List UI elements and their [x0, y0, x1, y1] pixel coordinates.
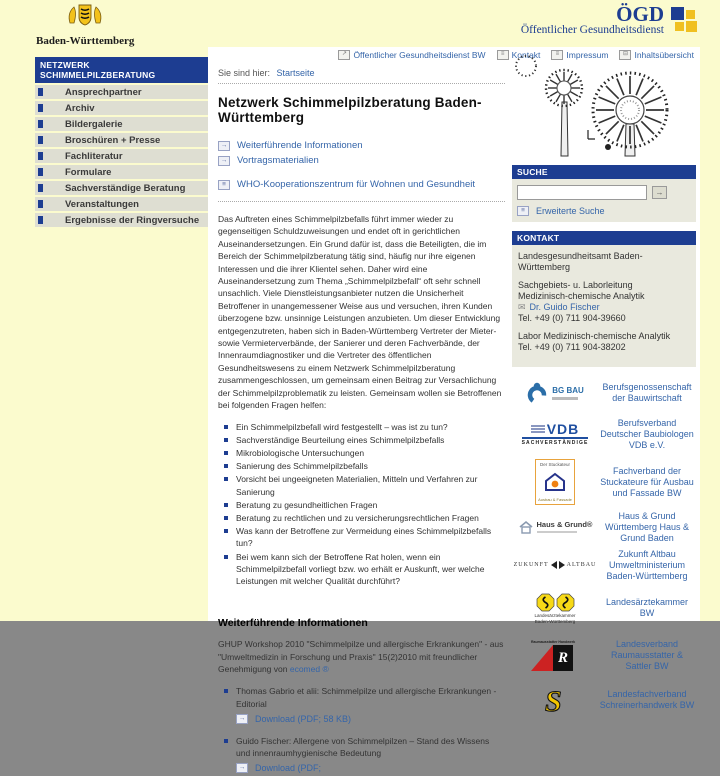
- sidebar-item-sachverstaendige-beratung[interactable]: [35, 181, 208, 195]
- publication-title: Thomas Gabrio et alii: Schimmelpilze und allergische Erkrankungen - Editorial: [236, 686, 497, 709]
- partner-link-laek[interactable]: Landesärztekammer BW: [605, 597, 689, 619]
- zukunft-text: ZUKUNFT: [513, 562, 549, 569]
- partner-link-raumausstatter[interactable]: Landesverband Raumausstatter & Sattler BW: [610, 638, 684, 671]
- vdb-logo-text: VDB: [546, 420, 580, 437]
- hausgrund-logo-text: Haus & Grund®: [536, 520, 593, 530]
- search-input[interactable]: [517, 185, 647, 200]
- bullet-icon: [38, 216, 43, 224]
- hausgrund-logo: [512, 520, 598, 534]
- search-body: [512, 179, 696, 222]
- bullet-icon: [38, 88, 43, 96]
- advanced-search-row[interactable]: [517, 206, 691, 216]
- mold-illustration: [512, 62, 698, 156]
- laek-logo-icon[interactable]: [534, 593, 575, 624]
- download-row[interactable]: [236, 713, 505, 725]
- nav-link-label: Impressum: [566, 49, 609, 60]
- contact-lab-line: Labor Medizinisch-chemische Analytik: [518, 330, 671, 341]
- schreiner-logo: [512, 684, 598, 719]
- partner-laek: [512, 586, 698, 630]
- partner-link-zukunft-altbau[interactable]: Zukunft Altbau Umweltministerium Baden-Württemberg: [606, 548, 688, 581]
- download-icon: →: [236, 763, 248, 773]
- sitemap-icon: ⊟: [619, 50, 631, 60]
- question-item: Was kann der Betroffene zur Vermeidung eines Schimmelpilzbefalls tun?: [224, 525, 505, 549]
- baden-wuerttemberg-logo[interactable]: [36, 3, 134, 47]
- breadcrumb: [218, 68, 505, 78]
- publication-list: [218, 685, 505, 774]
- sidebar-item-formulare[interactable]: [35, 165, 208, 179]
- ogd-subtitle: Öffentlicher Gesundheitsdienst: [520, 24, 664, 36]
- sidebar-nav: [35, 57, 208, 227]
- svg-text:S: S: [545, 685, 562, 719]
- question-item: Sachverständige Beurteilung eines Schimmelpilzbefalls: [224, 434, 505, 446]
- house-icon: [518, 520, 534, 534]
- raumausstatter-logo: [512, 640, 598, 671]
- advanced-search-link[interactable]: Erweiterte Suche: [536, 206, 605, 216]
- partner-link-hausgrund[interactable]: Haus & Grund Württemberg Haus & Grund Baden: [604, 510, 690, 543]
- stuckateur-logo: [512, 459, 598, 505]
- ogd-squares-icon: [671, 7, 698, 34]
- contact-dept: [518, 280, 690, 325]
- laek-logo-subtext: Baden-Württemberg: [534, 618, 576, 624]
- question-item: Beratung zu rechtlichen und zu versicherungsrechtlichen Fragen: [224, 512, 505, 524]
- ghup-text: GHUP Workshop 2010 "Schimmelpilze und allergische Erkrankungen" - aus "Umweltmedizin in Forschung und Praxis" 15(2)2010 mit freundlicher Genehmigung von: [218, 639, 504, 674]
- nav-link-kontakt[interactable]: [497, 50, 541, 60]
- vdb-logo: [512, 420, 598, 446]
- publication-item: [224, 685, 505, 725]
- partner-link-bgbau[interactable]: Berufsgenossenschaft der Bauwirtschaft: [602, 382, 692, 404]
- stuckateur-logo-subtext: Ausbau & Fassade: [538, 497, 572, 503]
- octagon-seal-icon: [536, 593, 555, 612]
- bullet-icon: [38, 120, 43, 128]
- main-content: [218, 62, 505, 776]
- external-link-icon: ↗: [338, 50, 350, 60]
- contact-dept-line: Sachgebiets- u. Laborleitung: [518, 279, 633, 290]
- bgbau-logo: [512, 382, 598, 404]
- altbau-text: ALTBAU: [566, 562, 597, 569]
- section-title: Weiterführende Informationen: [218, 617, 368, 630]
- question-item: Ein Schimmelpilzbefall wird festgestellt – was ist zu tun?: [224, 421, 505, 433]
- butterfly-icon: [559, 561, 565, 569]
- nav-link-oegd-bw[interactable]: [338, 50, 485, 60]
- ghup-paragraph: [218, 638, 505, 675]
- ogd-acronym: ÖGD: [616, 2, 664, 26]
- question-item: Beratung zu gesundheitlichen Fragen: [224, 499, 505, 511]
- utility-nav: [208, 47, 700, 62]
- sidebar-title: NETZWERK SCHIMMELPILZBERATUNG: [35, 57, 208, 83]
- partner-zukunft-altbau: [512, 548, 698, 582]
- bullet-icon: [38, 168, 43, 176]
- bgbau-figure-icon: [526, 382, 548, 404]
- sidebar-item-fachliteratur[interactable]: [35, 149, 208, 163]
- ogd-logo-text: [520, 2, 664, 36]
- bullet-icon: [38, 152, 43, 160]
- search-box-title: SUCHE: [512, 165, 696, 179]
- hausgrund-logo-subline: [537, 531, 577, 533]
- bw-coat-of-arms-icon: [65, 3, 105, 29]
- sidebar-item-label: Sachverständige Beratung: [65, 182, 186, 194]
- bgbau-logo-subline: [552, 397, 578, 400]
- sidebar-item-label: Formulare: [65, 166, 112, 178]
- contact-org: Landesgesundheitsamt Baden-Württemberg: [518, 251, 643, 273]
- partner-schreiner: [512, 680, 698, 720]
- top-link-label[interactable]: WHO-Kooperationszentrum für Wohnen und Gesundheit: [237, 179, 475, 190]
- sidebar-item-label: Fachliteratur: [65, 150, 123, 162]
- contact-phone: Tel. +49 (0) 711 904-38202: [518, 342, 626, 353]
- masthead: [0, 0, 720, 47]
- partner-vdb: [512, 414, 698, 454]
- contact-body: [512, 245, 696, 367]
- top-link-label[interactable]: Vortragsmaterialien: [237, 155, 319, 166]
- mold-drawing-icon: [512, 62, 698, 156]
- download-icon: →: [236, 714, 248, 724]
- page-icon: ≡: [517, 206, 529, 216]
- right-column: [512, 62, 698, 724]
- contact-person-row[interactable]: [518, 302, 600, 312]
- raumausstatter-logo-icon[interactable]: [531, 640, 579, 671]
- download-row[interactable]: [236, 762, 505, 774]
- partner-raumausstatter: [512, 634, 698, 676]
- breadcrumb-link-startseite[interactable]: Startseite: [276, 68, 315, 78]
- breadcrumb-prefix: Sie sind hier:: [218, 68, 271, 78]
- nav-link-inhaltsuebersicht[interactable]: [619, 50, 694, 60]
- question-item: Bei wem kann sich der Betroffene Rat holen, wenn ein Schimmelpilzbefall vorliegt bzw. wo erhält er Auskunft, wer welche Leistungen mit welcher Qualität durchführt?: [224, 551, 505, 588]
- sidebar-item-label: Ansprechpartner: [65, 86, 142, 98]
- zukunft-altbau-logo-icon[interactable]: [514, 561, 597, 569]
- zukunft-altbau-logo: [512, 561, 598, 569]
- link-vortragsmaterialien[interactable]: [218, 155, 505, 166]
- octagon-seal-icon: [556, 593, 575, 612]
- question-item: Sanierung des Schimmelpilzbefalls: [224, 460, 505, 472]
- hausgrund-logo-icon[interactable]: [518, 520, 593, 534]
- bullet-icon: [38, 200, 43, 208]
- schreiner-s-icon[interactable]: [538, 684, 572, 719]
- page-icon: ≡: [551, 50, 563, 60]
- laek-logo: [512, 593, 598, 624]
- sidebar-item-label: Bildergalerie: [65, 118, 123, 130]
- raumausstatter-logo-text: Raumausstatter Handwerk: [531, 639, 576, 644]
- r-block-icon: R: [553, 645, 573, 671]
- laek-logo-text: Landesärztekammer: [534, 612, 576, 618]
- sidebar-item-ansprechpartner[interactable]: [35, 85, 208, 99]
- partner-bgbau: [512, 376, 698, 410]
- stuckateur-logo-text: Der Stuckateur: [539, 462, 570, 468]
- stuckateur-logo-icon[interactable]: [535, 459, 575, 505]
- arrow-link-icon: →: [218, 156, 230, 166]
- vdb-micro-text: [531, 425, 545, 433]
- partner-hausgrund: [512, 510, 698, 544]
- sidebar-item-archiv[interactable]: [35, 101, 208, 115]
- contact-dept-line: Medizinisch-chemische Analytik: [518, 290, 645, 301]
- bullet-icon: [38, 184, 43, 192]
- publication-title: Guido Fischer: Allergene von Schimmelpilzen – Stand des Wissens und innenraumhygienische Bedeutung: [236, 735, 490, 759]
- nav-link-label: Kontakt: [511, 49, 541, 60]
- sidebar-item-label: Archiv: [65, 102, 95, 114]
- ecomed-link[interactable]: ecomed ®: [289, 663, 329, 674]
- contact-box: [512, 231, 696, 367]
- contact-lab: [518, 331, 690, 354]
- publication-item: [224, 735, 505, 775]
- sidebar-item-veranstaltungen[interactable]: [35, 197, 208, 211]
- ogd-logo[interactable]: [520, 2, 698, 36]
- bullet-icon: [38, 136, 43, 144]
- sidebar-item-label: Veranstaltungen: [65, 198, 139, 210]
- search-box: [512, 165, 696, 222]
- partner-link-schreiner[interactable]: Landesfachverband Schreinerhandwerk BW: [599, 689, 695, 711]
- red-triangle-icon: [531, 645, 553, 671]
- mail-icon: ✉: [518, 302, 526, 313]
- link-weiterfuehrende-informationen[interactable]: [218, 140, 505, 151]
- contact-person-link[interactable]: Dr. Guido Fischer: [529, 302, 600, 313]
- question-item: Vorsicht bei ungeeigneten Materialien, Mitteln und Verfahren zur Sanierung: [224, 473, 505, 497]
- page-icon: ≡: [218, 180, 230, 190]
- download-link[interactable]: Download (PDF;: [255, 763, 322, 774]
- link-who-kooperationszentrum[interactable]: [218, 179, 505, 190]
- sidebar-item-label: Broschüren + Presse: [65, 134, 161, 146]
- question-list: [218, 421, 505, 588]
- divider: [218, 201, 505, 202]
- partner-link-vdb[interactable]: Berufsverband Deutscher Baubiologen VDB e.V.: [600, 417, 694, 450]
- bullet-icon: [38, 104, 43, 112]
- nav-link-label: Öffentlicher Gesundheitsdienst BW: [353, 49, 486, 60]
- partner-list: [512, 376, 698, 720]
- divider: [218, 83, 505, 84]
- download-link[interactable]: Download (PDF; 58 KB): [255, 713, 352, 724]
- top-link-label[interactable]: Weiterführende Informationen: [237, 140, 363, 151]
- nav-link-label: Inhaltsübersicht: [634, 49, 694, 60]
- nav-link-impressum[interactable]: [551, 50, 608, 60]
- sidebar-item-bildergalerie[interactable]: [35, 117, 208, 131]
- butterfly-icon: [551, 561, 557, 569]
- bgbau-logo-text: BG BAU: [552, 385, 584, 395]
- partner-link-stuckateur[interactable]: Fachverband der Stuckateure für Ausbau und Fassade BW: [600, 465, 694, 498]
- bgbau-logo-icon[interactable]: [526, 382, 584, 404]
- partner-stuckateur: [512, 458, 698, 506]
- house-icon: [545, 473, 565, 491]
- bw-logo-text: Baden-Württemberg: [36, 35, 135, 47]
- contact-box-title: KONTAKT: [512, 231, 696, 245]
- page-title: Netzwerk Schimmelpilzberatung Baden-Württemberg: [218, 95, 482, 125]
- search-submit-button[interactable]: →: [652, 186, 667, 199]
- sidebar-item-broschueren-presse[interactable]: [35, 133, 208, 147]
- arrow-link-icon: →: [218, 141, 230, 151]
- intro-paragraph: Das Auftreten eines Schimmelpilzbefalls führt immer wieder zu gegenseitigen Schuldzuweisungen und endet oft in gerichtlichen Auseinandersetzungen. Ein Grund dafür ist, dass die Beteiligten, die im Bereich der Schimmelpilzberatung tätig sind, häufig nur ihre eigenen Interessen und die ihrer Klientel sehen. Daher wird eine Auseinandersetzung zum Thema „Schimmelpilzbefall“ oft sehr schnell unsachlich. Viele Dienstleistungsanbieter nutzen die Unsicherheit Betroffener in unangemessener Weise aus und versuchen, ihren Kunden überzogene bzw. unsinnige Leistungen anzubieten. Um dieser Entwicklung entgegenzutreten, haben sich in Baden-Württemberg Vertreter der Mieter- sowie Vermieterverbände, der Sanierer und deren Fachverbände, der Innenraumdiagnostiker und die Vertreter des öffentlichen Gesundheitswesens zu einem Netzwerk Schimmelpilzberatung zusammengeschlossen, um gemeinsam einen Beitrag zur Versachlichung der Schimmelpilzproblematik zu leisten. Gemeinsam wollen sie Betroffenen bei folgenden Fragen helfen:: [218, 214, 502, 411]
- sidebar-item-label: Ergebnisse der Ringversuche: [65, 214, 200, 226]
- sidebar-item-ergebnisse-ringversuche[interactable]: [35, 213, 208, 227]
- question-item: Mikrobiologische Untersuchungen: [224, 447, 505, 459]
- page-icon: ≡: [497, 50, 509, 60]
- vdb-logo-subtext: SACHVERSTÄNDIGE: [522, 437, 589, 446]
- vdb-logo-icon[interactable]: [521, 420, 589, 446]
- contact-phone: Tel. +49 (0) 711 904-39660: [518, 313, 626, 324]
